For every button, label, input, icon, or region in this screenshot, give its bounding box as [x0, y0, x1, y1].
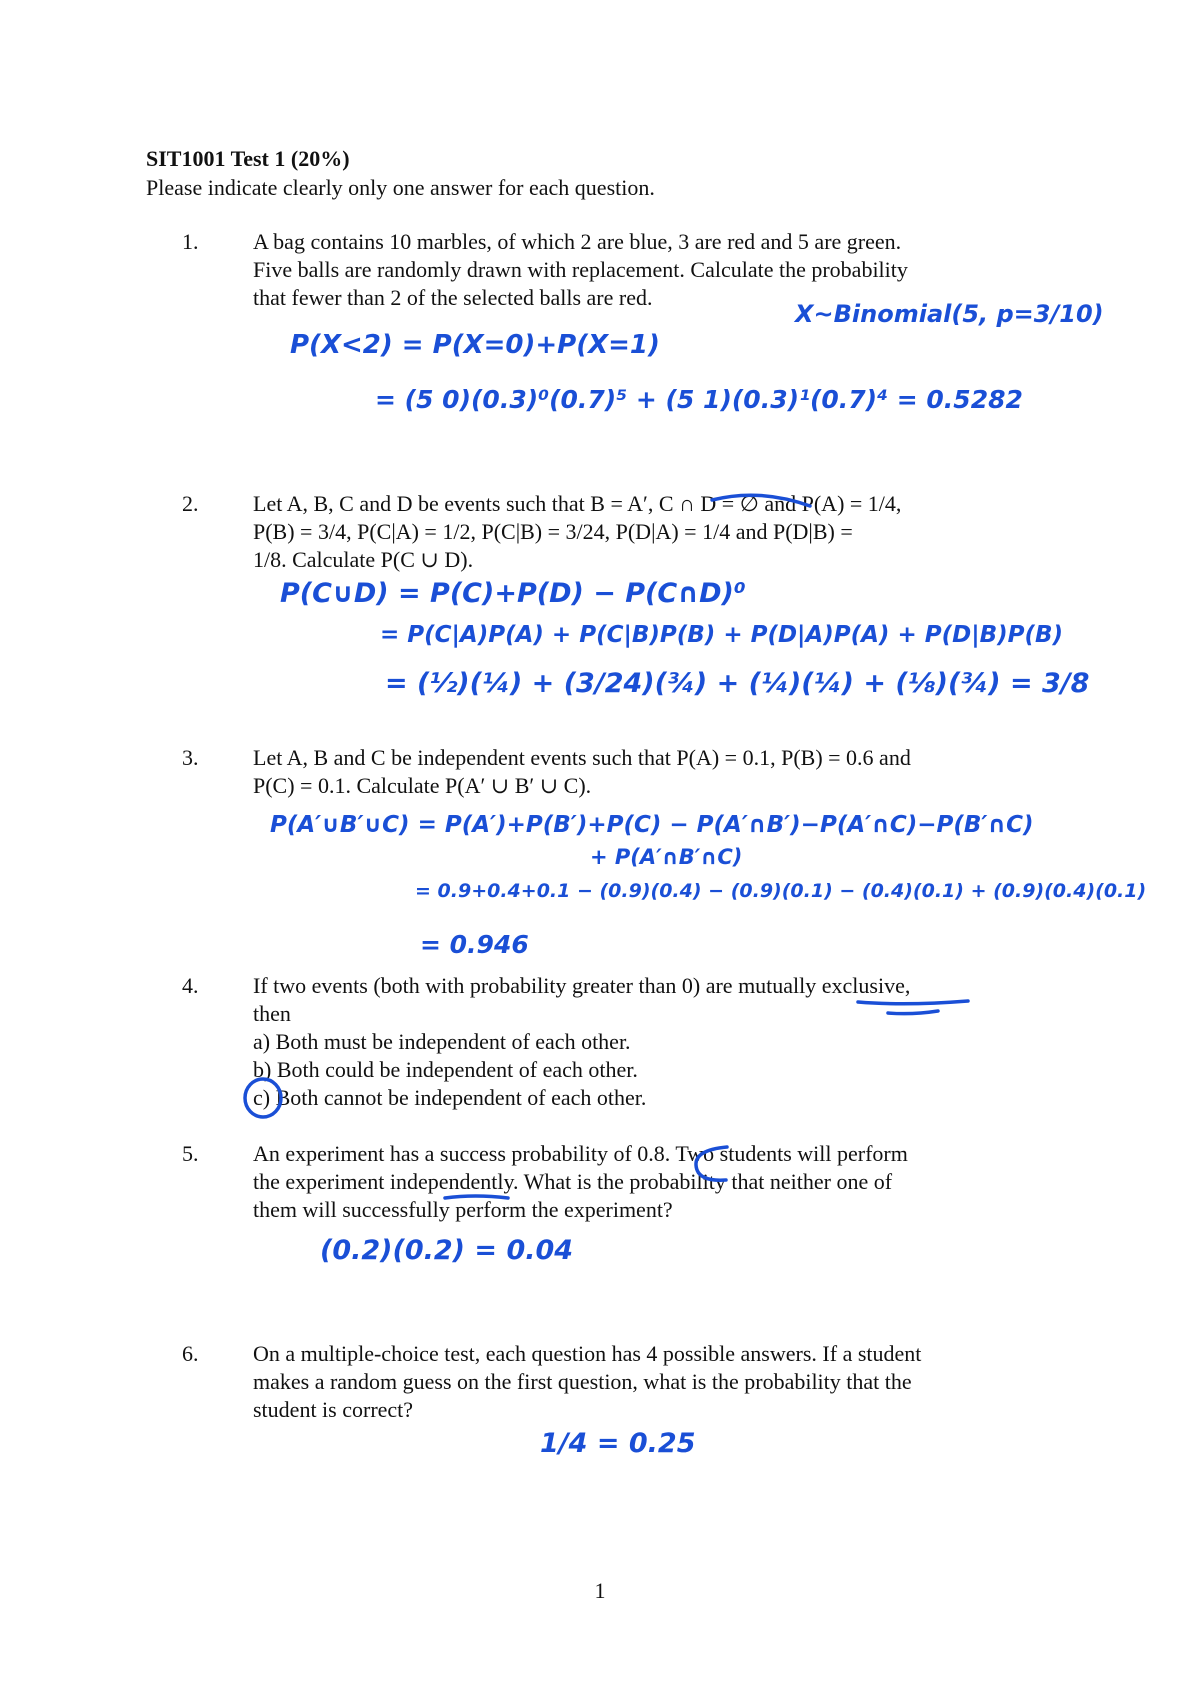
question-5-number: 5.	[182, 1141, 199, 1166]
question-2-line-1: Let A, B, C and D be events such that B = A′, C ∩ D = ∅ and P(A) = 1/4,	[253, 491, 902, 516]
question-6-text	[253, 1340, 921, 1424]
answer-3-line-4: = 0.946	[420, 930, 529, 959]
test-title: SIT1001 Test 1 (20%)	[146, 146, 350, 171]
answer-5-line-1: (0.2)(0.2) = 0.04	[320, 1235, 574, 1266]
question-1-line-1: A bag contains 10 marbles, of which 2 are blue, 3 are red and 5 are green.	[253, 229, 902, 254]
question-6-line-1: On a multiple-choice test, each question has 4 possible answers. If a student	[253, 1341, 922, 1366]
question-4-line-1: If two events (both with probability greater than 0) are mutually exclusive,	[253, 973, 911, 998]
answer-6-line-1: 1/4 = 0.25	[540, 1428, 696, 1459]
question-5-line-1: An experiment has a success probability of 0.8. Two students will perform	[253, 1141, 908, 1166]
question-1-line-3: that fewer than 2 of the selected balls are red.	[253, 285, 653, 310]
question-5-text	[253, 1140, 908, 1224]
page-number: 1	[594, 1578, 606, 1603]
answer-2-line-3: = (½)(¼) + (3/24)(¾) + (¼)(¼) + (⅛)(¾) = 3/8	[385, 668, 1090, 699]
question-3-text	[253, 744, 911, 800]
answer-1-line-2: = (5 0)(0.3)⁰(0.7)⁵ + (5 1)(0.3)¹(0.7)⁴ = 0.5282	[375, 385, 1023, 414]
answer-1-distribution: X~Binomial(5, p=3/10)	[795, 300, 1104, 328]
question-5-line-2: the experiment independently. What is the probability that neither one of	[253, 1169, 893, 1194]
question-4-option-c: c) Both cannot be independent of each other.	[253, 1085, 647, 1110]
answer-2-line-1: P(C∪D) = P(C)+P(D) − P(C∩D)⁰	[280, 578, 746, 609]
question-6-line-3: student is correct?	[253, 1397, 414, 1422]
question-3-line-1: Let A, B and C be independent events such that P(A) = 0.1, P(B) = 0.6 and	[253, 745, 911, 770]
question-1-line-2: Five balls are randomly drawn with replacement. Calculate the probability	[253, 257, 908, 282]
question-2-line-2: P(B) = 3/4, P(C|A) = 1/2, P(C|B) = 3/24, P(D|A) = 1/4 and P(D|B) =	[253, 519, 853, 544]
question-1-number: 1.	[182, 229, 199, 254]
answer-3-line-2: + P(A′∩B′∩C)	[590, 845, 743, 869]
question-4-line-2: then	[253, 1001, 291, 1026]
question-3-number: 3.	[182, 745, 199, 770]
question-4-option-b: b) Both could be independent of each other.	[253, 1057, 638, 1082]
answer-2-line-2: = P(C|A)P(A) + P(C|B)P(B) + P(D|A)P(A) + P(D|B)P(B)	[380, 622, 1064, 648]
question-5-line-3: them will successfully perform the experiment?	[253, 1197, 673, 1222]
question-4-number: 4.	[182, 973, 199, 998]
answer-3-line-3: = 0.9+0.4+0.1 − (0.9)(0.4) − (0.9)(0.1) − (0.4)(0.1) + (0.9)(0.4)(0.1)	[415, 880, 1147, 902]
test-instruction: Please indicate clearly only one answer for each question.	[146, 175, 655, 200]
question-2-text	[253, 490, 901, 574]
answer-1-line-1: P(X<2) = P(X=0)+P(X=1)	[290, 330, 660, 360]
answer-3-line-1: P(A′∪B′∪C) = P(A′)+P(B′)+P(C) − P(A′∩B′)−P(A′∩C)−P(B′∩C)	[270, 812, 1034, 838]
question-2-number: 2.	[182, 491, 199, 516]
question-4-option-a: a) Both must be independent of each other.	[253, 1029, 631, 1054]
question-2-line-3: 1/8. Calculate P(C ∪ D).	[253, 547, 474, 572]
question-6-line-2: makes a random guess on the first question, what is the probability that the	[253, 1369, 912, 1394]
question-4-text	[253, 972, 910, 1112]
question-6-number: 6.	[182, 1341, 199, 1366]
question-3-line-2: P(C) = 0.1. Calculate P(A′ ∪ B′ ∪ C).	[253, 773, 592, 798]
